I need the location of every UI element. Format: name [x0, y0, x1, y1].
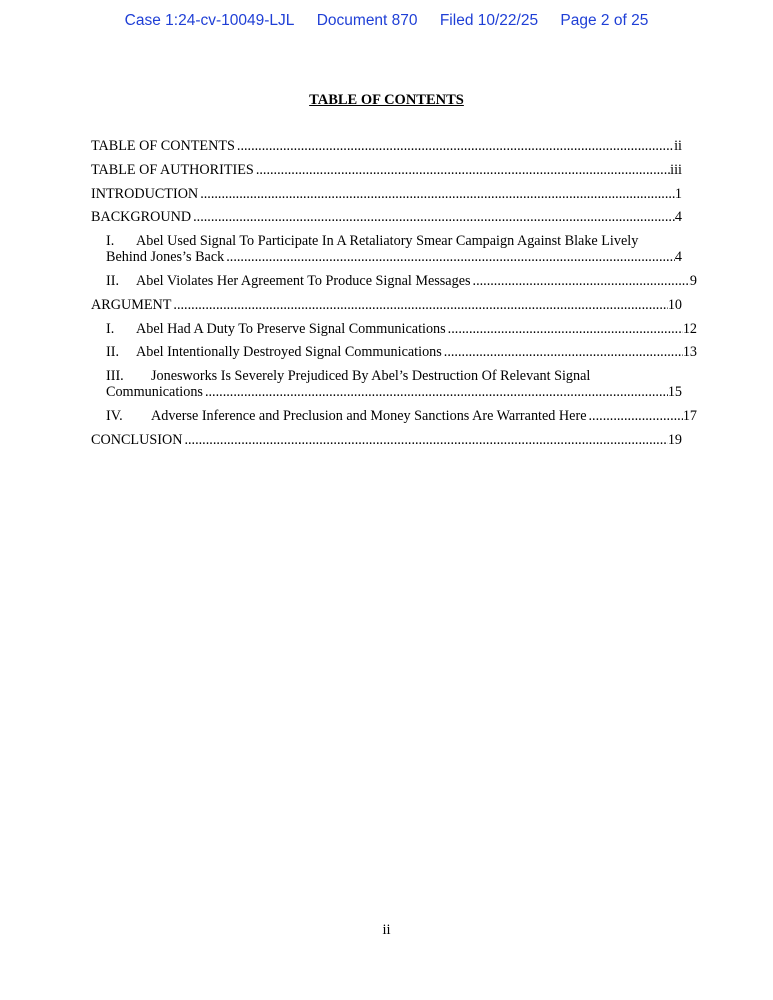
dot-leader [473, 273, 690, 289]
toc-entry-page: iii [670, 161, 682, 178]
toc-entry-label: Jonesworks Is Severely Prejudiced By Abel’s Destruction Of Relevant Signal [151, 368, 591, 385]
toc-entry-argument [91, 297, 682, 313]
toc-entry-background-ii [91, 273, 697, 289]
toc-entry-conclusion [91, 432, 682, 448]
toc-entry-page: 15 [667, 384, 682, 401]
dot-leader [444, 344, 683, 360]
section-number: II. [106, 272, 119, 289]
toc-entry-page: 9 [689, 272, 697, 289]
toc-entry-argument-iv [91, 408, 697, 424]
dot-leader [589, 408, 683, 424]
toc-entry-background [91, 209, 682, 225]
toc-entry-page: 10 [667, 296, 682, 313]
toc-entry-label: ARGUMENT [91, 296, 172, 313]
toc-entry-argument-iii [91, 368, 682, 400]
dot-leader [200, 186, 675, 202]
dot-leader [448, 321, 683, 337]
page-number-footer: ii [382, 922, 391, 938]
ecf-header [0, 12, 773, 30]
toc-entry-introduction [91, 186, 682, 202]
toc-entry-label: Abel Violates Her Agreement To Produce Signal Messages [136, 272, 471, 289]
toc-entry-label-continued: Behind Jones’s Back [106, 249, 225, 266]
section-number: I. [106, 320, 115, 337]
section-number: IV. [106, 407, 123, 424]
toc-entry-page: 12 [682, 320, 697, 337]
case-number: Case 1:24-cv-10049-LJL [124, 12, 295, 29]
toc-entry-label: Abel Used Signal To Participate In A Retaliatory Smear Campaign Against Blake Lively [136, 233, 639, 250]
dot-leader [193, 209, 675, 225]
toc-entry-page: 1 [674, 185, 682, 202]
toc-entry-label: TABLE OF CONTENTS [91, 138, 235, 154]
table-of-contents [91, 138, 697, 456]
section-number: III. [106, 368, 124, 385]
dot-leader [256, 162, 670, 178]
toc-entry-label: Abel Had A Duty To Preserve Signal Communications [136, 320, 446, 337]
dot-leader [173, 297, 667, 313]
dot-leader [184, 432, 667, 448]
toc-entry-label: Abel Intentionally Destroyed Signal Communications [136, 344, 442, 361]
toc-entry-label: TABLE OF AUTHORITIES [91, 161, 254, 178]
toc-entry-table-of-authorities [91, 162, 682, 178]
page-indicator: Page 2 of 25 [560, 12, 649, 29]
section-number: II. [106, 344, 119, 361]
dot-leader [226, 249, 675, 265]
toc-entry-label: Adverse Inference and Preclusion and Money Sanctions Are Warranted Here [151, 407, 587, 424]
toc-entry-page: 13 [682, 344, 697, 361]
toc-entry-label-continued: Communications [106, 384, 203, 401]
dot-leader [237, 138, 674, 154]
toc-entry-background-i [91, 233, 682, 265]
toc-entry-argument-i [91, 321, 697, 337]
toc-entry-argument-ii [91, 344, 697, 360]
toc-entry-page: 4 [674, 249, 682, 266]
toc-entry-page: 19 [667, 431, 682, 448]
document-number: Document 870 [316, 12, 418, 29]
dot-leader [205, 384, 668, 400]
toc-entry-label: CONCLUSION [91, 431, 183, 448]
toc-entry-page: ii [674, 138, 682, 154]
toc-entry-table-of-contents [91, 138, 682, 154]
filed-date: Filed 10/22/25 [439, 12, 539, 29]
toc-entry-label: INTRODUCTION [91, 185, 199, 202]
toc-entry-label: BACKGROUND [91, 209, 192, 226]
section-number: I. [106, 233, 115, 250]
toc-entry-page: 17 [682, 407, 697, 424]
page-title: TABLE OF CONTENTS [309, 92, 464, 108]
toc-entry-page: 4 [674, 209, 682, 226]
